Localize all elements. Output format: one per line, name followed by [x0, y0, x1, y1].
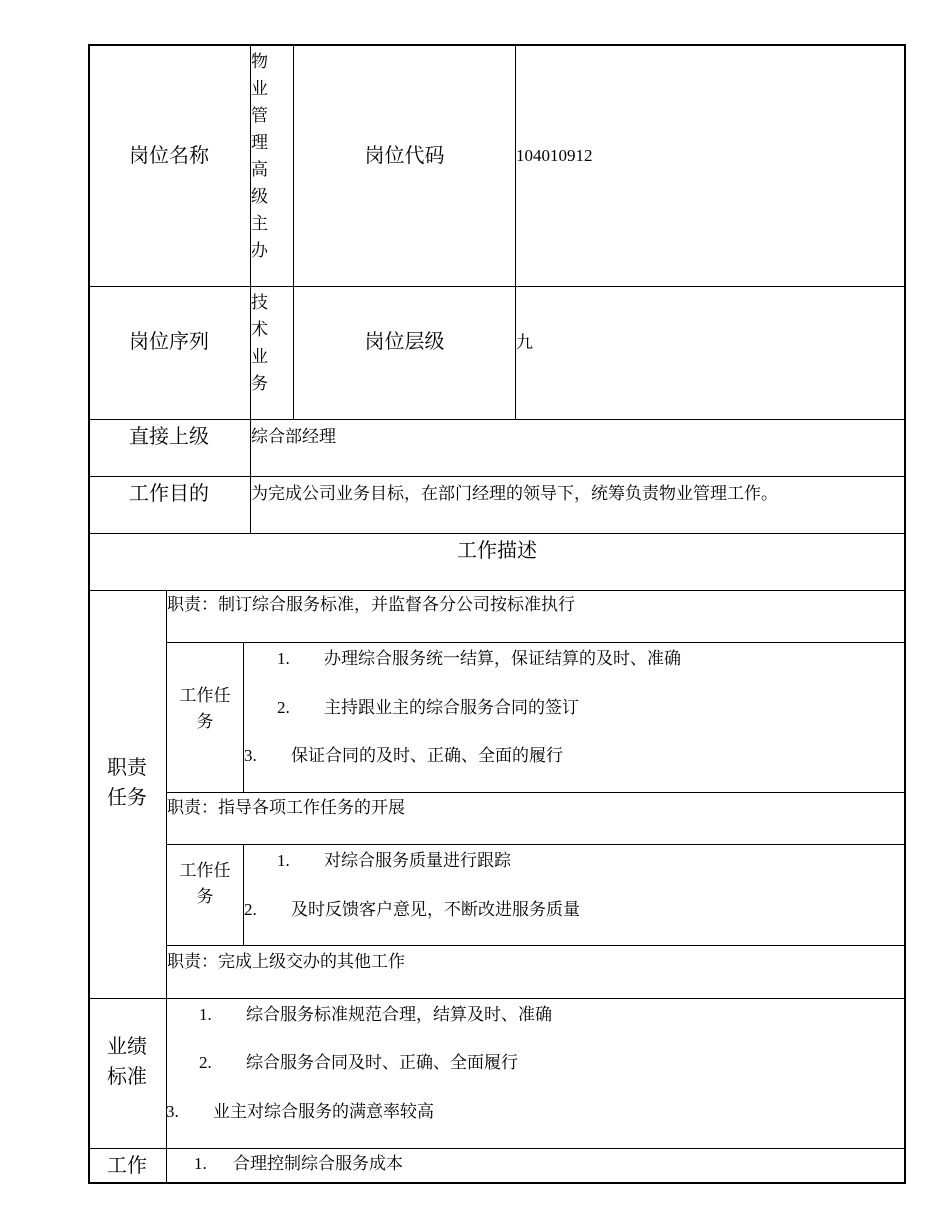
row-divider [88, 286, 906, 287]
duty-divider [166, 642, 906, 643]
duties-label-line2: 任务 [107, 787, 147, 809]
task-col-divider [243, 844, 244, 945]
duties-label [88, 753, 166, 813]
position-code-label: 岗位代码 [364, 145, 445, 167]
duties-label-line1: 职责 [107, 757, 147, 779]
job-description-table [88, 44, 906, 1184]
position-name-value: 物业管理高级主办 [251, 52, 268, 260]
duty-title: 职责：完成上级交办的其他工作 [167, 952, 405, 971]
position-name-label: 岗位名称 [129, 145, 209, 167]
level-value: 九 [516, 333, 533, 352]
sequence-label: 岗位序列 [129, 331, 209, 353]
duty-divider [166, 844, 906, 845]
task-number: 1. [277, 851, 290, 870]
duty-title: 职责：指导各项工作任务的开展 [167, 798, 405, 817]
purpose-label: 工作目的 [129, 483, 209, 505]
performance-item: 综合服务标准规范合理，结算及时、准确 [246, 1005, 552, 1024]
performance-item: 业主对综合服务的满意率较高 [213, 1102, 434, 1121]
description-title: 工作描述 [457, 540, 537, 562]
position-code-value: 104010912 [516, 146, 593, 165]
supervisor-value: 综合部经理 [251, 427, 336, 446]
table-border-top [88, 44, 906, 46]
task-text: 对综合服务质量进行跟踪 [324, 851, 511, 870]
sequence-value: 技术业务 [251, 293, 268, 393]
tasks-label-line2: 务 [196, 712, 214, 731]
row-divider [88, 590, 906, 591]
performance-number: 3. [166, 1102, 179, 1121]
performance-number: 1. [199, 1005, 212, 1024]
performance-label [88, 1032, 166, 1092]
row-divider [88, 998, 906, 999]
tasks-label-line1: 工作任 [179, 686, 231, 705]
task-number: 2. [244, 900, 257, 919]
supervisor-label: 直接上级 [129, 426, 209, 448]
purpose-value: 为完成公司业务目标，在部门经理的领导下，统筹负责物业管理工作。 [251, 484, 778, 503]
row-divider [88, 419, 906, 420]
table-border-right [904, 44, 906, 1184]
performance-number: 2. [199, 1053, 212, 1072]
tasks-label-line1: 工作任 [179, 861, 231, 880]
task-text: 主持跟业主的综合服务合同的签订 [324, 698, 579, 717]
performance-label-line2: 标准 [107, 1066, 147, 1088]
duty-divider [166, 792, 906, 793]
task-text: 保证合同的及时、正确、全面的履行 [291, 746, 563, 765]
level-label: 岗位层级 [364, 331, 445, 353]
row-divider [88, 533, 906, 534]
tasks-label [167, 858, 243, 910]
duty-divider [166, 945, 906, 946]
performance-label-line1: 业绩 [107, 1036, 147, 1058]
duty-title: 职责：制订综合服务标准，并监督各分公司按标准执行 [167, 595, 575, 614]
task-number: 2. [277, 698, 290, 717]
table-border-left [88, 44, 90, 1184]
task-number: 3. [244, 746, 257, 765]
work-number: 1. [194, 1154, 207, 1173]
task-number: 1. [277, 649, 290, 668]
col-divider [515, 44, 516, 419]
performance-item: 综合服务合同及时、正确、全面履行 [246, 1053, 518, 1072]
task-text: 办理综合服务统一结算，保证结算的及时、准确 [324, 649, 681, 668]
work-label: 工作 [107, 1155, 147, 1177]
row-divider [88, 476, 906, 477]
work-item: 合理控制综合服务成本 [233, 1154, 403, 1173]
tasks-label [167, 683, 243, 735]
task-text: 及时反馈客户意见，不断改进服务质量 [291, 900, 580, 919]
col-divider [293, 44, 294, 419]
task-col-divider [243, 642, 244, 792]
tasks-label-line2: 务 [196, 887, 214, 906]
table-border-bottom [88, 1182, 906, 1184]
row-divider [88, 1148, 906, 1149]
